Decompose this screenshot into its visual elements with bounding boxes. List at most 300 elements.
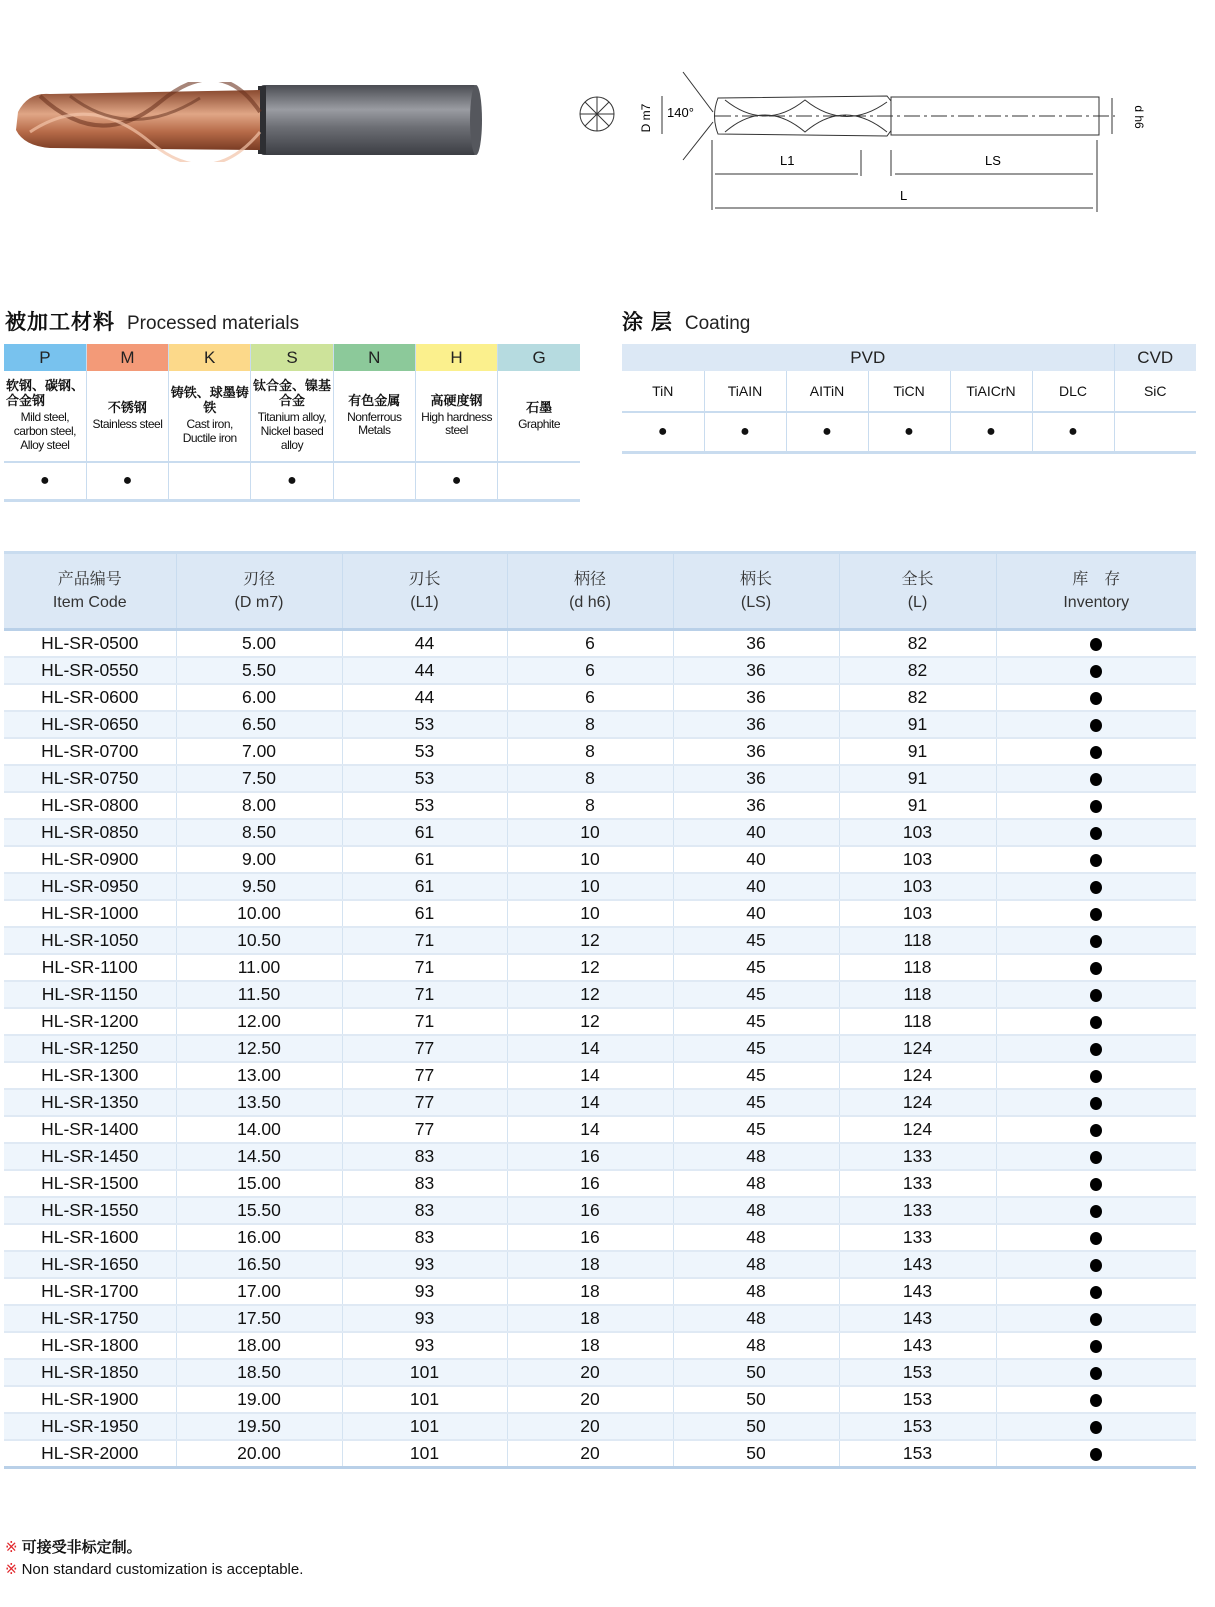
cell-shank-diameter: 6 xyxy=(507,657,673,684)
materials-section-title xyxy=(5,306,299,336)
materials-title-cn: 被加工材料 xyxy=(5,311,115,334)
table-row xyxy=(4,1035,1196,1062)
cell-flute-length: 77 xyxy=(342,1089,507,1116)
cell-shank-length: 48 xyxy=(673,1332,839,1359)
angle-label: 140° xyxy=(667,105,694,120)
material-code-H: H xyxy=(415,344,497,371)
cell-overall-length: 103 xyxy=(839,819,996,846)
cell-overall-length: 82 xyxy=(839,657,996,684)
table-row xyxy=(4,1278,1196,1305)
cell-shank-diameter: 8 xyxy=(507,738,673,765)
material-desc-H: 高硬度钢 High hardness steel xyxy=(415,371,497,462)
cell-shank-diameter: 20 xyxy=(507,1386,673,1413)
cell-shank-diameter: 10 xyxy=(507,819,673,846)
cell-item-code: HL-SR-1150 xyxy=(4,981,176,1008)
footnote-cn: ※ 可接受非标定制。 xyxy=(5,1539,142,1556)
table-row xyxy=(4,1062,1196,1089)
cell-diameter: 6.50 xyxy=(176,711,342,738)
cell-overall-length: 118 xyxy=(839,981,996,1008)
table-row xyxy=(4,657,1196,684)
in-stock-dot-icon xyxy=(1090,1367,1102,1380)
in-stock-dot-icon xyxy=(1090,1151,1102,1164)
cell-diameter: 16.50 xyxy=(176,1251,342,1278)
table-row xyxy=(4,954,1196,981)
coating-mark: ● xyxy=(622,412,704,453)
cell-shank-length: 36 xyxy=(673,711,839,738)
table-row xyxy=(4,1359,1196,1386)
cell-diameter: 17.00 xyxy=(176,1278,342,1305)
cell-diameter: 13.00 xyxy=(176,1062,342,1089)
in-stock-dot-icon xyxy=(1090,1286,1102,1299)
cell-overall-length: 91 xyxy=(839,738,996,765)
cell-inventory xyxy=(996,1278,1196,1305)
cell-shank-diameter: 18 xyxy=(507,1251,673,1278)
cell-overall-length: 124 xyxy=(839,1035,996,1062)
cell-inventory xyxy=(996,1197,1196,1224)
cell-inventory xyxy=(996,792,1196,819)
cell-diameter: 14.00 xyxy=(176,1116,342,1143)
cell-inventory xyxy=(996,1413,1196,1440)
cell-inventory xyxy=(996,846,1196,873)
cell-flute-length: 77 xyxy=(342,1062,507,1089)
in-stock-dot-icon xyxy=(1090,1448,1102,1461)
table-row xyxy=(4,1008,1196,1035)
cell-flute-length: 83 xyxy=(342,1143,507,1170)
cell-shank-diameter: 14 xyxy=(507,1089,673,1116)
cell-overall-length: 133 xyxy=(839,1197,996,1224)
cell-shank-diameter: 10 xyxy=(507,873,673,900)
cell-flute-length: 101 xyxy=(342,1359,507,1386)
footnote-en: ※ Non standard customization is acceptable. xyxy=(5,1561,304,1578)
cell-shank-diameter: 10 xyxy=(507,846,673,873)
materials-title-en: Processed materials xyxy=(127,313,300,334)
cell-diameter: 13.50 xyxy=(176,1089,342,1116)
material-desc-P: 软钢、碳钢、合金钢 Mild steel, carbon steel, Alloy steel xyxy=(4,371,86,462)
in-stock-dot-icon xyxy=(1090,1232,1102,1245)
cell-shank-length: 45 xyxy=(673,1089,839,1116)
cell-overall-length: 82 xyxy=(839,630,996,658)
cell-shank-diameter: 18 xyxy=(507,1278,673,1305)
cell-diameter: 11.50 xyxy=(176,981,342,1008)
cell-diameter: 15.50 xyxy=(176,1197,342,1224)
header-shank-diameter: 柄径 (d h6) xyxy=(507,553,673,630)
material-code-P: P xyxy=(4,344,86,371)
cell-overall-length: 124 xyxy=(839,1062,996,1089)
coating-mark: ● xyxy=(950,412,1032,453)
cell-flute-length: 53 xyxy=(342,711,507,738)
cell-overall-length: 103 xyxy=(839,873,996,900)
cell-overall-length: 153 xyxy=(839,1386,996,1413)
cell-overall-length: 118 xyxy=(839,954,996,981)
cell-shank-diameter: 20 xyxy=(507,1440,673,1468)
cell-diameter: 15.00 xyxy=(176,1170,342,1197)
cell-item-code: HL-SR-1650 xyxy=(4,1251,176,1278)
cell-inventory xyxy=(996,765,1196,792)
cell-item-code: HL-SR-0600 xyxy=(4,684,176,711)
cell-item-code: HL-SR-1300 xyxy=(4,1062,176,1089)
cell-diameter: 5.00 xyxy=(176,630,342,658)
cell-flute-length: 83 xyxy=(342,1224,507,1251)
cell-flute-length: 53 xyxy=(342,738,507,765)
table-row xyxy=(4,1116,1196,1143)
cell-inventory xyxy=(996,1035,1196,1062)
cell-shank-diameter: 20 xyxy=(507,1359,673,1386)
cell-flute-length: 77 xyxy=(342,1116,507,1143)
cell-shank-length: 48 xyxy=(673,1251,839,1278)
cell-shank-diameter: 10 xyxy=(507,900,673,927)
cell-shank-length: 40 xyxy=(673,900,839,927)
cell-overall-length: 124 xyxy=(839,1089,996,1116)
table-row xyxy=(4,927,1196,954)
cell-inventory xyxy=(996,927,1196,954)
d-label: D m7 xyxy=(639,103,653,133)
cell-shank-diameter: 16 xyxy=(507,1143,673,1170)
cell-diameter: 12.00 xyxy=(176,1008,342,1035)
table-row xyxy=(4,900,1196,927)
cell-overall-length: 82 xyxy=(839,684,996,711)
cell-flute-length: 93 xyxy=(342,1332,507,1359)
in-stock-dot-icon xyxy=(1090,746,1102,759)
cell-inventory xyxy=(996,1089,1196,1116)
cell-shank-length: 50 xyxy=(673,1359,839,1386)
cell-shank-diameter: 12 xyxy=(507,981,673,1008)
cell-diameter: 8.50 xyxy=(176,819,342,846)
cell-item-code: HL-SR-1500 xyxy=(4,1170,176,1197)
material-mark-M: ● xyxy=(86,462,168,501)
cell-diameter: 14.50 xyxy=(176,1143,342,1170)
cell-item-code: HL-SR-1850 xyxy=(4,1359,176,1386)
cell-inventory xyxy=(996,1332,1196,1359)
cell-overall-length: 103 xyxy=(839,900,996,927)
cell-overall-length: 118 xyxy=(839,1008,996,1035)
in-stock-dot-icon xyxy=(1090,1421,1102,1434)
in-stock-dot-icon xyxy=(1090,1043,1102,1056)
cell-item-code: HL-SR-0850 xyxy=(4,819,176,846)
cell-flute-length: 71 xyxy=(342,954,507,981)
cell-flute-length: 61 xyxy=(342,846,507,873)
in-stock-dot-icon xyxy=(1090,908,1102,921)
material-desc-K: 铸铁、球墨铸铁 Cast iron, Ductile iron xyxy=(169,371,251,462)
cell-item-code: HL-SR-0750 xyxy=(4,765,176,792)
material-code-N: N xyxy=(333,344,415,371)
cell-inventory xyxy=(996,1224,1196,1251)
in-stock-dot-icon xyxy=(1090,1124,1102,1137)
in-stock-dot-icon xyxy=(1090,1070,1102,1083)
in-stock-dot-icon xyxy=(1090,1394,1102,1407)
cell-flute-length: 61 xyxy=(342,873,507,900)
cell-flute-length: 53 xyxy=(342,792,507,819)
cell-diameter: 18.50 xyxy=(176,1359,342,1386)
coating-name: TiCN xyxy=(868,371,950,412)
table-row xyxy=(4,1440,1196,1468)
cell-flute-length: 101 xyxy=(342,1386,507,1413)
cell-flute-length: 101 xyxy=(342,1413,507,1440)
material-mark-G xyxy=(498,462,580,501)
table-row xyxy=(4,1170,1196,1197)
cell-shank-length: 45 xyxy=(673,1035,839,1062)
cell-shank-length: 36 xyxy=(673,738,839,765)
material-desc-N: 有色金属 Nonferrous Metals xyxy=(333,371,415,462)
cell-diameter: 18.00 xyxy=(176,1332,342,1359)
cell-flute-length: 93 xyxy=(342,1251,507,1278)
cell-shank-length: 50 xyxy=(673,1440,839,1468)
material-desc-S: 钛合金、镍基合金 Titanium alloy, Nickel based alloy xyxy=(251,371,333,462)
cell-shank-length: 45 xyxy=(673,981,839,1008)
cell-shank-length: 45 xyxy=(673,1062,839,1089)
cell-item-code: HL-SR-0700 xyxy=(4,738,176,765)
cell-shank-length: 36 xyxy=(673,657,839,684)
in-stock-dot-icon xyxy=(1090,1178,1102,1191)
in-stock-dot-icon xyxy=(1090,989,1102,1002)
cell-diameter: 16.00 xyxy=(176,1224,342,1251)
header-overall-length: 全长 (L) xyxy=(839,553,996,630)
drill-technical-drawing xyxy=(575,62,1175,222)
cell-inventory xyxy=(996,1143,1196,1170)
cell-shank-length: 48 xyxy=(673,1143,839,1170)
coating-name: TiAICrN xyxy=(950,371,1032,412)
cell-item-code: HL-SR-1050 xyxy=(4,927,176,954)
table-row xyxy=(4,1305,1196,1332)
cell-flute-length: 71 xyxy=(342,1008,507,1035)
cell-diameter: 20.00 xyxy=(176,1440,342,1468)
cell-overall-length: 153 xyxy=(839,1359,996,1386)
cell-item-code: HL-SR-1700 xyxy=(4,1278,176,1305)
cell-shank-length: 36 xyxy=(673,630,839,658)
l-label: L xyxy=(900,188,908,203)
coating-mark xyxy=(1114,412,1196,453)
cell-item-code: HL-SR-1400 xyxy=(4,1116,176,1143)
coating-group-cvd: CVD xyxy=(1114,344,1196,371)
in-stock-dot-icon xyxy=(1090,665,1102,678)
cell-inventory xyxy=(996,1062,1196,1089)
cell-item-code: HL-SR-1600 xyxy=(4,1224,176,1251)
cell-inventory xyxy=(996,711,1196,738)
material-code-S: S xyxy=(251,344,333,371)
footnotes xyxy=(5,1537,303,1581)
cell-item-code: HL-SR-1200 xyxy=(4,1008,176,1035)
cell-overall-length: 124 xyxy=(839,1116,996,1143)
cell-shank-diameter: 18 xyxy=(507,1332,673,1359)
table-row xyxy=(4,819,1196,846)
cell-overall-length: 153 xyxy=(839,1413,996,1440)
cell-shank-diameter: 14 xyxy=(507,1116,673,1143)
in-stock-dot-icon xyxy=(1090,827,1102,840)
cell-diameter: 19.00 xyxy=(176,1386,342,1413)
cell-shank-diameter: 18 xyxy=(507,1305,673,1332)
cell-flute-length: 44 xyxy=(342,684,507,711)
cell-item-code: HL-SR-1800 xyxy=(4,1332,176,1359)
material-mark-K xyxy=(169,462,251,501)
cell-shank-diameter: 14 xyxy=(507,1062,673,1089)
cell-shank-diameter: 6 xyxy=(507,630,673,658)
in-stock-dot-icon xyxy=(1090,1313,1102,1326)
in-stock-dot-icon xyxy=(1090,1340,1102,1353)
cell-overall-length: 118 xyxy=(839,927,996,954)
material-desc-M: 不锈钢 Stainless steel xyxy=(86,371,168,462)
cell-diameter: 10.50 xyxy=(176,927,342,954)
cell-shank-diameter: 12 xyxy=(507,927,673,954)
cell-item-code: HL-SR-0900 xyxy=(4,846,176,873)
coating-mark: ● xyxy=(704,412,786,453)
cell-shank-length: 40 xyxy=(673,873,839,900)
table-row xyxy=(4,1386,1196,1413)
cell-overall-length: 133 xyxy=(839,1170,996,1197)
cell-item-code: HL-SR-1350 xyxy=(4,1089,176,1116)
table-row xyxy=(4,765,1196,792)
cell-overall-length: 143 xyxy=(839,1251,996,1278)
cell-inventory xyxy=(996,1008,1196,1035)
cell-inventory xyxy=(996,1251,1196,1278)
cell-diameter: 11.00 xyxy=(176,954,342,981)
cell-flute-length: 83 xyxy=(342,1170,507,1197)
cell-shank-diameter: 8 xyxy=(507,765,673,792)
cell-overall-length: 143 xyxy=(839,1332,996,1359)
cell-diameter: 7.50 xyxy=(176,765,342,792)
material-mark-H: ● xyxy=(415,462,497,501)
coating-name: SiC xyxy=(1114,371,1196,412)
table-row xyxy=(4,873,1196,900)
coating-section-title xyxy=(622,306,750,336)
cell-shank-length: 48 xyxy=(673,1224,839,1251)
table-row xyxy=(4,684,1196,711)
coating-title-cn: 涂 层 xyxy=(622,311,673,334)
in-stock-dot-icon xyxy=(1090,719,1102,732)
cell-shank-length: 45 xyxy=(673,954,839,981)
cell-item-code: HL-SR-1900 xyxy=(4,1386,176,1413)
cell-overall-length: 153 xyxy=(839,1440,996,1468)
cell-shank-diameter: 16 xyxy=(507,1170,673,1197)
cell-inventory xyxy=(996,900,1196,927)
cell-shank-length: 40 xyxy=(673,819,839,846)
cell-overall-length: 103 xyxy=(839,846,996,873)
material-code-K: K xyxy=(169,344,251,371)
table-row xyxy=(4,738,1196,765)
cell-shank-length: 48 xyxy=(673,1305,839,1332)
cell-shank-length: 40 xyxy=(673,846,839,873)
cell-item-code: HL-SR-2000 xyxy=(4,1440,176,1468)
materials-table xyxy=(4,344,580,502)
cell-shank-length: 48 xyxy=(673,1197,839,1224)
header-item-code: 产品编号 Item Code xyxy=(4,553,176,630)
table-row xyxy=(4,1143,1196,1170)
coating-mark: ● xyxy=(1032,412,1114,453)
cell-shank-diameter: 12 xyxy=(507,1008,673,1035)
table-row xyxy=(4,1089,1196,1116)
cell-shank-diameter: 20 xyxy=(507,1413,673,1440)
cell-flute-length: 77 xyxy=(342,1035,507,1062)
cell-shank-length: 48 xyxy=(673,1170,839,1197)
cell-shank-length: 45 xyxy=(673,927,839,954)
cell-flute-length: 44 xyxy=(342,630,507,658)
spec-table-header xyxy=(4,553,1196,630)
coating-name: TiN xyxy=(622,371,704,412)
cell-diameter: 9.50 xyxy=(176,873,342,900)
cell-inventory xyxy=(996,630,1196,658)
cell-shank-length: 45 xyxy=(673,1116,839,1143)
cell-inventory xyxy=(996,1170,1196,1197)
cell-flute-length: 71 xyxy=(342,981,507,1008)
cell-item-code: HL-SR-1000 xyxy=(4,900,176,927)
cell-item-code: HL-SR-0950 xyxy=(4,873,176,900)
cell-overall-length: 133 xyxy=(839,1143,996,1170)
material-mark-S: ● xyxy=(251,462,333,501)
cell-diameter: 10.00 xyxy=(176,900,342,927)
cell-diameter: 7.00 xyxy=(176,738,342,765)
cell-shank-diameter: 14 xyxy=(507,1035,673,1062)
cell-flute-length: 61 xyxy=(342,900,507,927)
table-row xyxy=(4,1251,1196,1278)
cell-item-code: HL-SR-0650 xyxy=(4,711,176,738)
cell-diameter: 12.50 xyxy=(176,1035,342,1062)
table-row xyxy=(4,711,1196,738)
cell-inventory xyxy=(996,954,1196,981)
cell-overall-length: 91 xyxy=(839,792,996,819)
cell-flute-length: 71 xyxy=(342,927,507,954)
cell-flute-length: 101 xyxy=(342,1440,507,1468)
cell-shank-length: 36 xyxy=(673,765,839,792)
cell-inventory xyxy=(996,1359,1196,1386)
cell-flute-length: 93 xyxy=(342,1278,507,1305)
in-stock-dot-icon xyxy=(1090,935,1102,948)
cell-shank-length: 48 xyxy=(673,1278,839,1305)
cell-item-code: HL-SR-1450 xyxy=(4,1143,176,1170)
coating-mark: ● xyxy=(868,412,950,453)
shank-label: d h6 xyxy=(1132,105,1146,129)
spec-table xyxy=(4,551,1196,1469)
cell-shank-length: 50 xyxy=(673,1413,839,1440)
coating-name: DLC xyxy=(1032,371,1114,412)
coating-table xyxy=(622,344,1196,454)
cell-overall-length: 143 xyxy=(839,1305,996,1332)
material-mark-N xyxy=(333,462,415,501)
cell-shank-length: 36 xyxy=(673,792,839,819)
cell-item-code: HL-SR-0800 xyxy=(4,792,176,819)
in-stock-dot-icon xyxy=(1090,773,1102,786)
cell-item-code: HL-SR-1250 xyxy=(4,1035,176,1062)
cell-overall-length: 143 xyxy=(839,1278,996,1305)
cell-diameter: 19.50 xyxy=(176,1413,342,1440)
cell-inventory xyxy=(996,738,1196,765)
in-stock-dot-icon xyxy=(1090,692,1102,705)
cell-item-code: HL-SR-1750 xyxy=(4,1305,176,1332)
coating-mark: ● xyxy=(786,412,868,453)
cell-diameter: 5.50 xyxy=(176,657,342,684)
material-code-G: G xyxy=(498,344,580,371)
in-stock-dot-icon xyxy=(1090,1205,1102,1218)
cell-shank-diameter: 16 xyxy=(507,1197,673,1224)
in-stock-dot-icon xyxy=(1090,638,1102,651)
drill-product-photo xyxy=(10,82,490,162)
cell-shank-diameter: 8 xyxy=(507,792,673,819)
cross-section-icon xyxy=(580,97,614,131)
header-flute-length: 刃长 (L1) xyxy=(342,553,507,630)
cell-shank-diameter: 6 xyxy=(507,684,673,711)
material-desc-G: 石墨 Graphite xyxy=(498,371,580,462)
in-stock-dot-icon xyxy=(1090,1097,1102,1110)
cell-inventory xyxy=(996,1116,1196,1143)
spec-table-body xyxy=(4,630,1196,1468)
cell-flute-length: 53 xyxy=(342,765,507,792)
cell-inventory xyxy=(996,657,1196,684)
table-row xyxy=(4,1197,1196,1224)
in-stock-dot-icon xyxy=(1090,962,1102,975)
cell-diameter: 8.00 xyxy=(176,792,342,819)
table-row xyxy=(4,792,1196,819)
table-row xyxy=(4,1413,1196,1440)
cell-inventory xyxy=(996,1440,1196,1468)
cell-item-code: HL-SR-0500 xyxy=(4,630,176,658)
cell-inventory xyxy=(996,1386,1196,1413)
